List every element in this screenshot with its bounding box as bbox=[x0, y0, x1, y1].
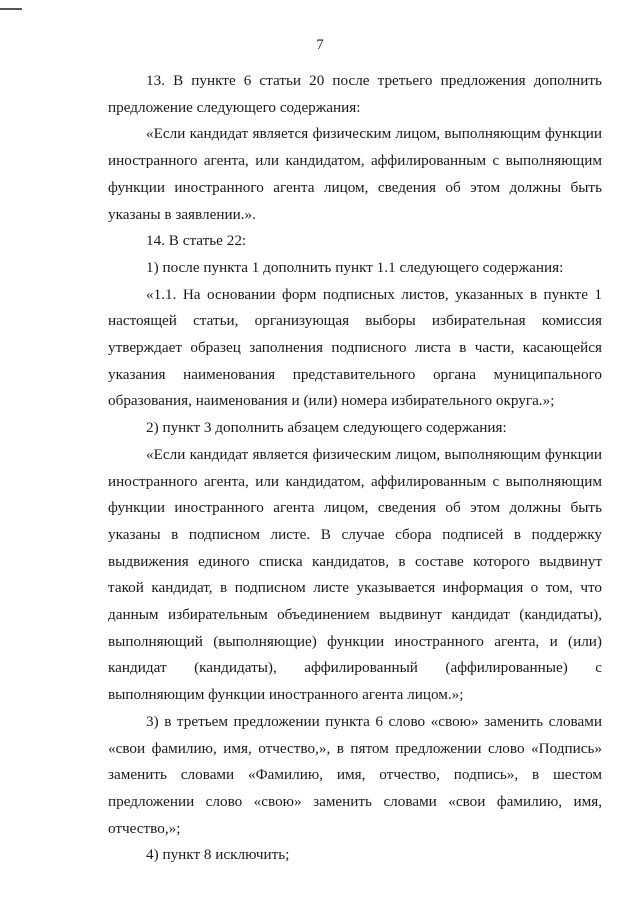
document-body bbox=[108, 68, 602, 869]
page-number: 7 bbox=[316, 37, 324, 53]
paragraph-14-item-1: 1) после пункта 1 дополнить пункт 1.1 следующего содержания: bbox=[146, 258, 564, 276]
paragraph-14-item-2-quote: «Если кандидат является физическим лицом, выполняющим функции иностранного агента, или кандидатом, аффилированным с выполняющим функции иностранного агента лицом, сведения об этом должны быть указаны в подписном листе. В случае сбора подписей в поддержку выдвижения единого списка кандидатов, в составе которого выдвинут такой кандидат, в подписном листе указывается информация о том, что данным избирательным объединением выдвинут кандидат (кандидаты), выполняющий (выполняющие) функции иностранного агента, и (или) кандидат (кандидаты), аффилированный (аффилированные) с выполняющим функции иностранного агента лицом.»; bbox=[108, 445, 602, 704]
paragraph-14-heading: 14. В статье 22: bbox=[146, 232, 247, 250]
scan-corner-mark bbox=[0, 8, 22, 10]
paragraph-14-item-4: 4) пункт 8 исключить; bbox=[146, 846, 290, 864]
paragraph-14-item-3: 3) в третьем предложении пункта 6 слово «свою» заменить словами «свои фамилию, имя, отчество,», в пятом предложении слово «Подпись» заменить словами «Фамилию, имя, отчество, подпись», в шестом предложении слово «свою» заменить словами «свои фамилию, имя, отчество,»; bbox=[108, 712, 602, 837]
paragraph-14-item-2: 2) пункт 3 дополнить абзацем следующего содержания: bbox=[146, 419, 507, 437]
paragraph-13-quote: «Если кандидат является физическим лицом, выполняющим функции иностранного агента, или кандидатом, аффилированным с выполняющим функции иностранного агента лицом, сведения об этом должны быть указаны в заявлении.». bbox=[108, 125, 602, 223]
paragraph-14-item-1-quote: «1.1. На основании форм подписных листов, указанных в пункте 1 настоящей статьи, организующая выборы избирательная комиссия утверждает образец заполнения подписного листа в части, касающейся указания наименования представительного органа муниципального образования, наименования и (или) номера избирательного округа.»; bbox=[108, 285, 602, 410]
paragraph-13-heading: 13. В пункте 6 статьи 20 после третьего предложения дополнить предложение следующего содержания: bbox=[108, 72, 602, 116]
